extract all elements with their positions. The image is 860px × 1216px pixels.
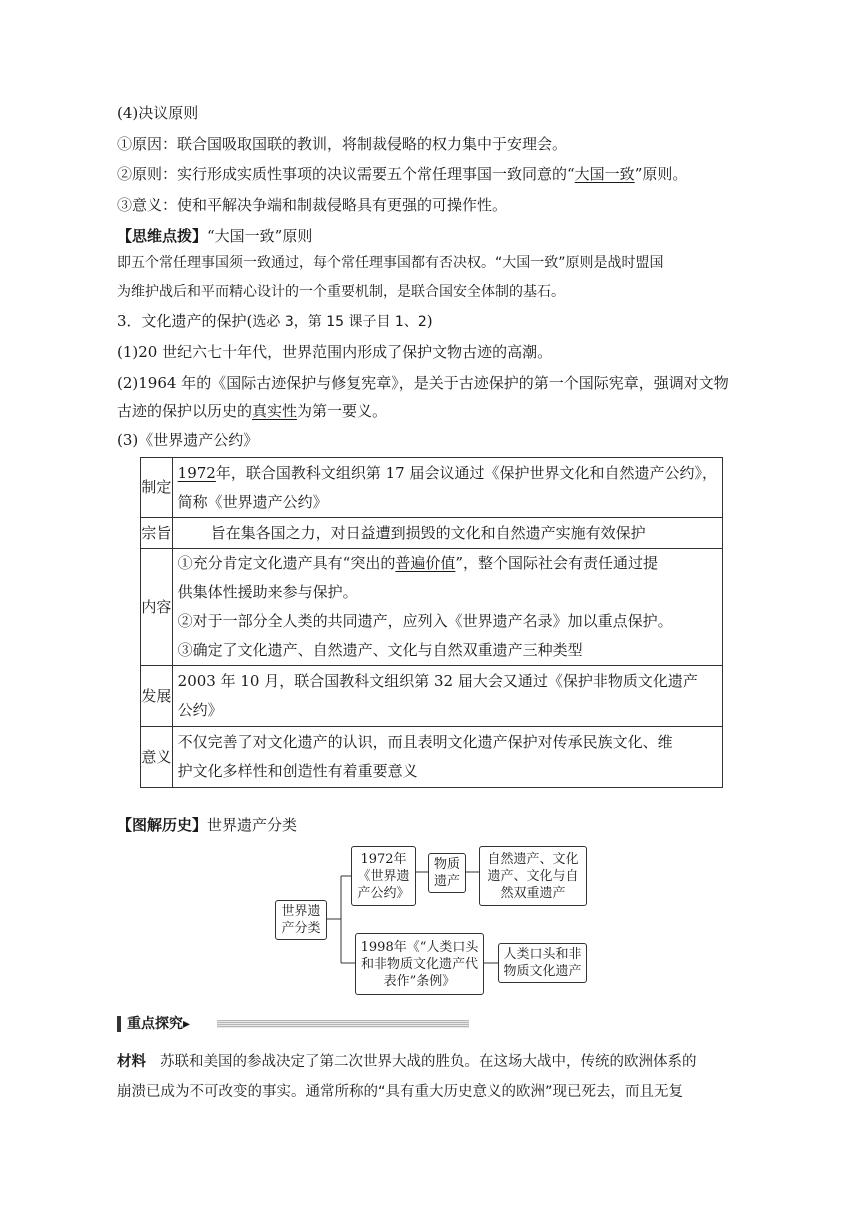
material-heritage-node: 物质 遗产 — [428, 853, 466, 893]
diagram-tag: 【图解历史】 — [117, 816, 208, 834]
resolution-principle-heading: (4)决议原则 — [117, 104, 199, 122]
significance-line: ③意义：使和平解决争端和制裁侵略具有更强的可操作性。 — [117, 196, 508, 214]
underlined-term: 1972 — [177, 463, 216, 482]
point-1: (1)20 世纪六七十年代，世界范围内形成了保护文物古迹的高潮。 — [117, 343, 553, 361]
heritage-protection-heading: 3．文化遗产的保护(选必 3，第 15 课子目 1、2) — [117, 312, 433, 330]
table-row-header: 发展 — [141, 666, 173, 727]
great-power-unanimity-term: 大国一致 — [574, 165, 635, 183]
material-line-1: 材料 苏联和美国的参战决定了第二次世界大战的胜负。在这场大战中，传统的欧洲体系的 — [117, 1054, 697, 1070]
table-cell-line: ③确定了文化遗产、自然遗产、文化与自然双重遗产三种类型 — [177, 641, 583, 659]
table-cell-line: 护文化多样性和创造性有着重要意义 — [177, 762, 418, 780]
authenticity-term: 真实性 — [252, 402, 298, 420]
regulation-1998-node: 1998年《“人类口头 和非物质文化遗产代 表作”条例》 — [355, 933, 484, 995]
material-label: 材料 — [117, 1054, 146, 1070]
intangible-heritage-node: 人类口头和非 物质文化遗产 — [498, 943, 587, 983]
point-3-heading: (3)《世界遗产公约》 — [117, 431, 259, 449]
table-row-header: 宗旨 — [141, 518, 173, 549]
point-2-line-2: 古迹的保护以历史的真实性为第一要义。 — [117, 402, 388, 420]
table-cell-line: ①充分肯定文化遗产具有“突出的普遍价值”，整个国际社会有责任通过提 — [177, 554, 659, 572]
underlined-term: 普遍价值 — [395, 554, 456, 572]
material-line-2: 崩溃已成为不可改变的事实。通常所称的“具有重大历史意义的欧洲”现已死去，而且无复 — [117, 1084, 684, 1100]
thinking-tip-line-2: 为维护战后和平而精心设计的一个重要机制，是联合国安全体制的基石。 — [117, 284, 565, 300]
table-cell-line: 公约》 — [177, 701, 223, 719]
point-2-line-1: (2)1964 年的《国际古迹保护与修复宪章》，是关于古迹保护的第一个国际宪章，强调对文物 — [117, 374, 729, 392]
world-heritage-classification-node: 世界遗 产分类 — [275, 900, 327, 940]
table-cell-line: 供集体性援助来参与保护。 — [177, 583, 358, 601]
principle-line: ②原则：实行形成实质性事项的决议需要五个常任理事国一致同意的“大国一致”原则。 — [117, 165, 688, 183]
table-cell-line: 1972年，联合国教科文组织第 17 届会议通过《保护世界文化和自然遗产公约》， — [177, 463, 717, 482]
reason-line: ①原因：联合国吸取国联的教训，将制裁侵略的权力集中于安理会。 — [117, 135, 568, 153]
section-marker — [117, 1016, 121, 1032]
table-cell-line: 简称《世界遗产公约》 — [177, 492, 328, 511]
key-inquiry-title: 重点探究▸ — [127, 1016, 191, 1032]
table-row-header: 内容 — [141, 549, 173, 666]
thinking-tip-line-1: 即五个常任理事国须一致通过，每个常任理事国都有否决权。“大国一致”原则是战时盟国 — [117, 255, 664, 271]
key-inquiry-section-bar — [117, 1015, 469, 1033]
table-cell-line: 旨在集各国之力，对日益遭到损毁的文化和自然遗产实施有效保护 — [210, 523, 646, 542]
diagram-heading: 【图解历史】世界遗产分类 — [117, 816, 298, 834]
convention-1972-node: 1972年 《世界遗 产公约》 — [351, 846, 416, 906]
table-cell-line: 2003 年 10 月，联合国教科文组织第 32 届大会又通过《保护非物质文化遗产 — [177, 672, 698, 690]
thinking-tip-tag: 【思维点拨】 — [117, 227, 208, 245]
table-row-header: 意义 — [141, 727, 173, 788]
heritage-types-node: 自然遗产、文化 遗产、文化与自 然双重遗产 — [479, 846, 587, 906]
table-row-header: 制定 — [141, 458, 173, 518]
thinking-tip-heading: 【思维点拨】“大国一致”原则 — [117, 227, 313, 245]
table-cell-line: 不仅完善了对文化遗产的认识，而且表明文化遗产保护对传承民族文化、维 — [177, 733, 673, 751]
section-rule — [217, 1020, 469, 1028]
table-cell-line: ②对于一部分全人类的共同遗产，应列入《世界遗产名录》加以重点保护。 — [177, 612, 673, 630]
